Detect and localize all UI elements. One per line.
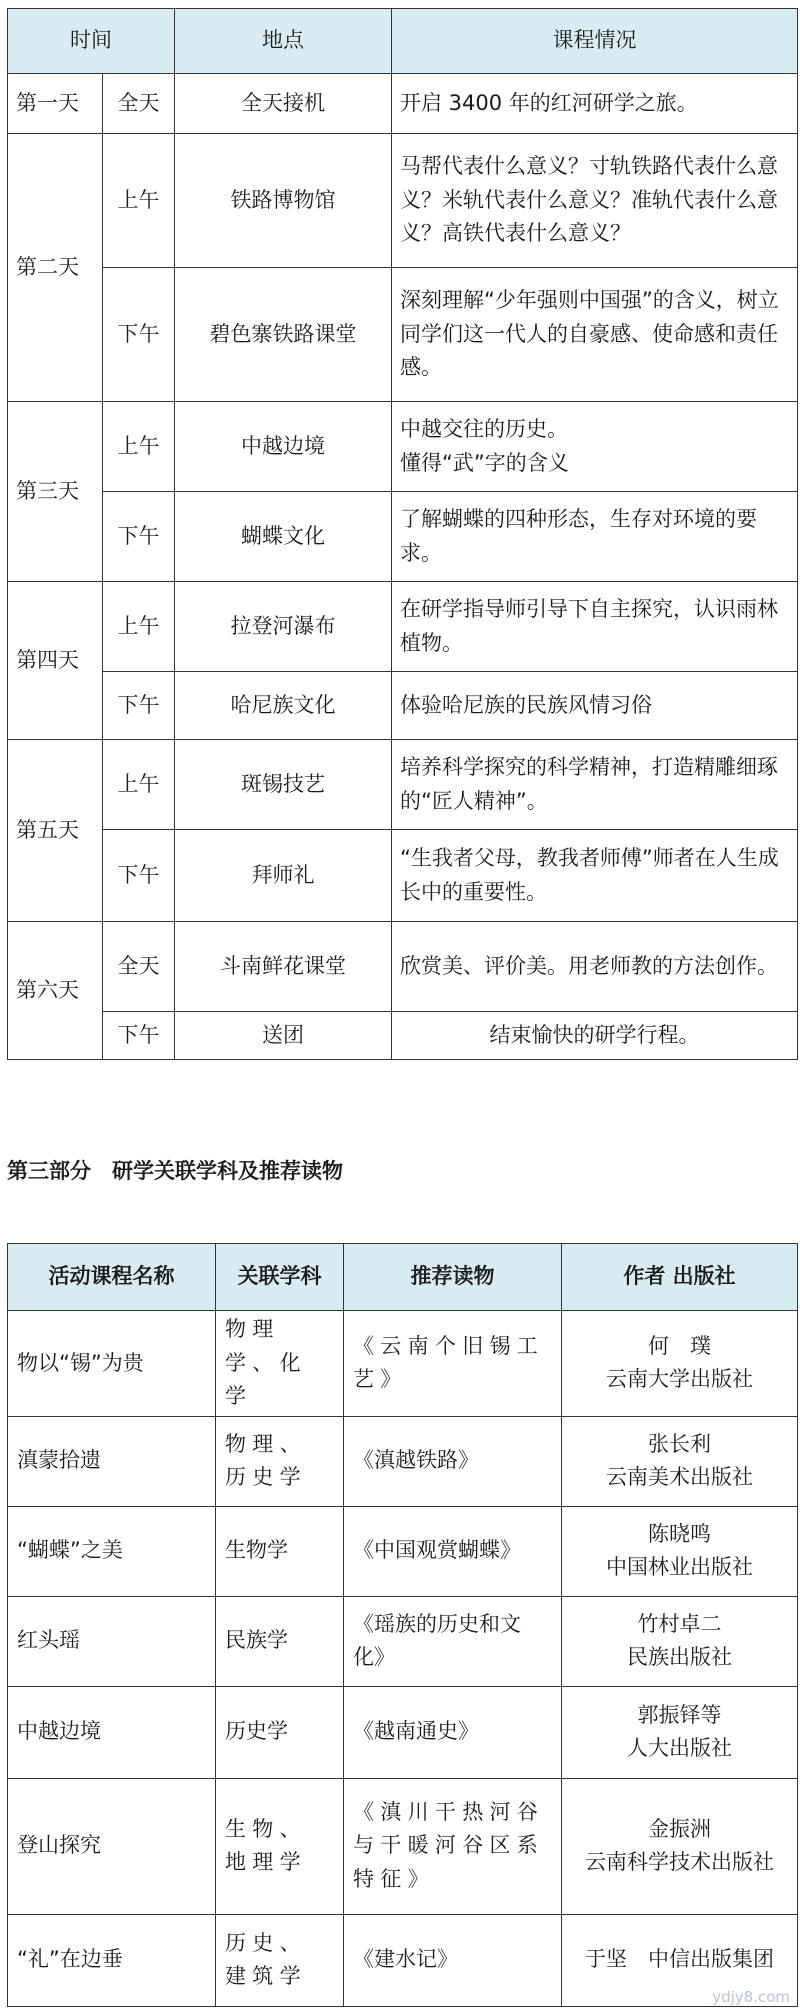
table-row: [8, 1416, 798, 1506]
header-subject: 关联学科: [216, 1244, 344, 1311]
author-name: 何 璞: [648, 1333, 711, 1358]
author-cell: 于坚 中信出版集团: [562, 1914, 798, 2006]
publisher-name: 人大出版社: [627, 1736, 732, 1761]
place-cell: 全天接机: [175, 74, 392, 134]
place-cell: 中越边境: [175, 402, 392, 492]
table-row: [8, 1778, 798, 1914]
day-label: 第五天: [8, 740, 103, 922]
table-row: [8, 492, 798, 582]
author-cell: [562, 1686, 798, 1778]
day-label: 第六天: [8, 922, 103, 1060]
author-cell: [562, 1506, 798, 1596]
day-label: 第一天: [8, 74, 103, 134]
publisher-name: 民族出版社: [627, 1645, 732, 1670]
header-place: 地点: [175, 9, 392, 74]
book-cell: 《云南个旧锡工艺》: [344, 1311, 562, 1417]
period-cell: 上午: [103, 134, 175, 268]
place-cell: 斑锡技艺: [175, 740, 392, 830]
schedule-header-row: [8, 9, 798, 74]
place-cell: 蝴蝶文化: [175, 492, 392, 582]
content-cell: 体验哈尼族的民族风情习俗: [392, 672, 798, 740]
subject-cell: 物理、历史学: [216, 1416, 344, 1506]
day-label: 第二天: [8, 134, 103, 402]
reading-table: [7, 1243, 798, 2007]
book-cell: 《中国观赏蝴蝶》: [344, 1506, 562, 1596]
period-cell: 下午: [103, 830, 175, 922]
book-cell: 《滇越铁路》: [344, 1416, 562, 1506]
table-row: [8, 672, 798, 740]
reading-header-row: [8, 1244, 798, 1311]
subject-cell: 生物、地理学: [216, 1778, 344, 1914]
table-row: [8, 740, 798, 830]
publisher-name: 云南美术出版社: [606, 1465, 753, 1490]
content-cell: 结束愉快的研学行程。: [392, 1012, 798, 1060]
content-cell: 了解蝴蝶的四种形态，生存对环境的要求。: [392, 492, 798, 582]
place-cell: 斗南鲜花课堂: [175, 922, 392, 1012]
section-title: 第三部分 研学关联学科及推荐读物: [7, 1159, 343, 1183]
table-row: [8, 1596, 798, 1686]
place-cell: 送团: [175, 1012, 392, 1060]
content-cell: 欣赏美、评价美。用老师教的方法创作。: [392, 922, 798, 1012]
schedule-table: [7, 8, 798, 1060]
author-name: 郭振铎等: [637, 1702, 722, 1727]
publisher-name: 云南大学出版社: [606, 1367, 753, 1392]
place-cell: 拜师礼: [175, 830, 392, 922]
publisher-name: 云南科学技术出版社: [585, 1850, 774, 1875]
activity-cell: 红头瑶: [8, 1596, 216, 1686]
activity-cell: 滇蒙拾遗: [8, 1416, 216, 1506]
watermark: ydjy8.com: [712, 1988, 790, 2006]
table-row: [8, 1311, 798, 1417]
author-name: 陈晓鸣: [648, 1521, 711, 1546]
period-cell: 上午: [103, 740, 175, 830]
place-cell: 碧色寨铁路课堂: [175, 268, 392, 402]
content-cell: 深刻理解“少年强则中国强”的含义，树立同学们这一代人的自豪感、使命感和责任感。: [392, 268, 798, 402]
day-label: 第四天: [8, 582, 103, 740]
place-cell: 哈尼族文化: [175, 672, 392, 740]
content-cell: 马帮代表什么意义？寸轨铁路代表什么意义？米轨代表什么意义？准轨代表什么意义？高铁代表什么意义？: [392, 134, 798, 268]
table-row: [8, 134, 798, 268]
author-name: 张长利: [648, 1431, 711, 1456]
content-cell: “生我者父母，教我者师傅”师者在人生成长中的重要性。: [392, 830, 798, 922]
period-cell: 下午: [103, 492, 175, 582]
header-book: 推荐读物: [344, 1244, 562, 1311]
table-row: [8, 582, 798, 672]
book-cell: 《瑶族的历史和文化》: [344, 1596, 562, 1686]
author-cell: [562, 1416, 798, 1506]
period-cell: 上午: [103, 582, 175, 672]
table-row: [8, 1686, 798, 1778]
author-name: 竹村卓二: [637, 1611, 722, 1636]
author-cell: [562, 1596, 798, 1686]
content-cell: 开启 3400 年的红河研学之旅。: [392, 74, 798, 134]
content-cell: [392, 402, 798, 492]
table-row: [8, 1506, 798, 1596]
subject-cell: 生物学: [216, 1506, 344, 1596]
table-row: [8, 1012, 798, 1060]
activity-cell: 登山探究: [8, 1778, 216, 1914]
content-cell: 培养科学探究的科学精神，打造精雕细琢的“匠人精神”。: [392, 740, 798, 830]
place-cell: 铁路博物馆: [175, 134, 392, 268]
subject-cell: 历史学: [216, 1686, 344, 1778]
activity-cell: 中越边境: [8, 1686, 216, 1778]
table-row: [8, 922, 798, 1012]
content-line: 懂得“武”字的含义: [400, 450, 569, 475]
header-course: 课程情况: [392, 9, 798, 74]
author-cell: [562, 1778, 798, 1914]
subject-cell: 物理学、化学: [216, 1311, 344, 1417]
header-author: 作者 出版社: [562, 1244, 798, 1311]
period-cell: 全天: [103, 74, 175, 134]
period-cell: 下午: [103, 672, 175, 740]
subject-cell: 民族学: [216, 1596, 344, 1686]
content-line: 中越交往的历史。: [400, 416, 568, 441]
subject-cell: 历史、建筑学: [216, 1914, 344, 2006]
period-cell: 全天: [103, 922, 175, 1012]
table-row: [8, 830, 798, 922]
book-cell: 《滇川干热河谷与干暖河谷区系特征》: [344, 1778, 562, 1914]
place-cell: 拉登河瀑布: [175, 582, 392, 672]
publisher-name: 中国林业出版社: [606, 1555, 753, 1580]
book-cell: 《越南通史》: [344, 1686, 562, 1778]
table-row: [8, 1914, 798, 2006]
activity-cell: “蝴蝶”之美: [8, 1506, 216, 1596]
period-cell: 下午: [103, 1012, 175, 1060]
header-time: 时间: [8, 9, 175, 74]
table-row: [8, 402, 798, 492]
table-row: [8, 74, 798, 134]
day-label: 第三天: [8, 402, 103, 582]
activity-cell: 物以“锡”为贵: [8, 1311, 216, 1417]
author-cell: [562, 1311, 798, 1417]
content-cell: 在研学指导师引导下自主探究，认识雨林植物。: [392, 582, 798, 672]
header-activity: 活动课程名称: [8, 1244, 216, 1311]
author-name: 金振洲: [648, 1816, 711, 1841]
activity-cell: “礼”在边垂: [8, 1914, 216, 2006]
period-cell: 下午: [103, 268, 175, 402]
table-row: [8, 268, 798, 402]
book-cell: 《建水记》: [344, 1914, 562, 2006]
period-cell: 上午: [103, 402, 175, 492]
